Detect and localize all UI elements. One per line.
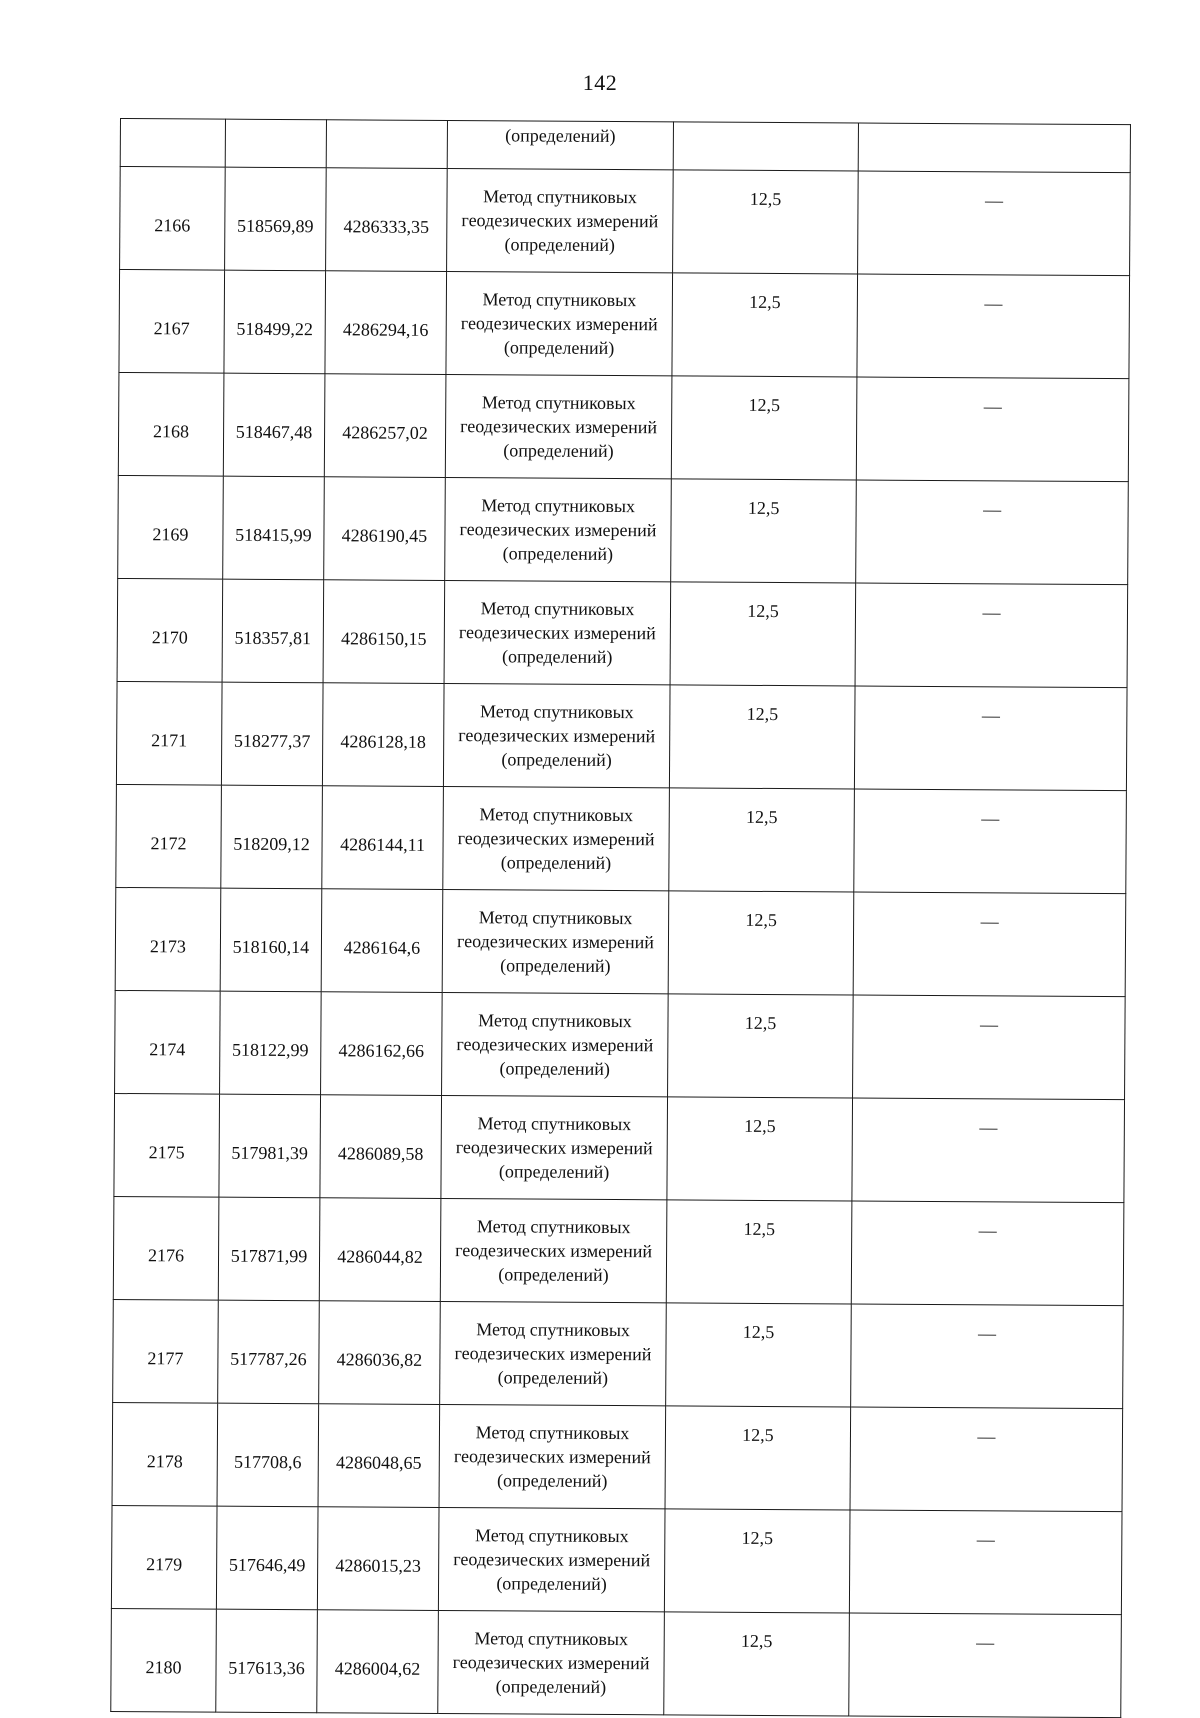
x-coordinate-cell: 518160,14 [220,888,322,992]
method-text-line: геодезических измерений [456,931,654,953]
note-cell: — [856,480,1129,585]
method-text-line: геодезических измерений [460,416,658,438]
note-cell: — [851,1304,1124,1409]
method-text-line: геодезических измерений [453,1549,651,1571]
note-cell: — [854,789,1127,894]
note-cell: — [853,892,1126,997]
note-cell: — [853,995,1126,1100]
method-text-line: геодезических измерений [455,1240,653,1262]
accuracy-cell: 12,5 [666,1200,852,1304]
continuation-row [120,119,1130,173]
accuracy-cell: 12,5 [667,1097,853,1201]
method-text-line: (определений) [495,1676,607,1697]
accuracy-cell: 12,5 [673,170,859,274]
x-coordinate-cell: 518499,22 [224,270,326,374]
method-text-line: Метод спутниковых [481,392,636,414]
method-cell [444,580,671,684]
x-coordinate-cell: 517981,39 [219,1094,321,1198]
y-coordinate-cell: 4286333,35 [326,168,448,272]
method-text-line: (определений) [501,646,613,668]
accuracy-cell: 12,5 [672,273,858,377]
x-coordinate-cell: 518357,81 [222,579,324,683]
method-text-line: Метод спутниковых [474,1525,629,1547]
table-row [111,1608,1122,1717]
y-coordinate-cell: 4286150,15 [323,580,445,684]
y-coordinate-cell: 4286162,66 [321,992,443,1096]
y-coordinate-cell: 4286164,6 [321,889,443,993]
method-text-line: геодезических измерений [456,1034,654,1056]
y-coordinate-cell: 4286004,62 [317,1610,439,1714]
method-text-line: Метод спутниковых [478,1010,632,1032]
method-cell [440,1198,667,1302]
accuracy-cell: 12,5 [670,582,856,686]
method-cell [438,1507,665,1611]
method-text-line: геодезических измерений [459,519,657,541]
x-coordinate-cell: 518209,12 [221,785,323,889]
method-cell [445,477,672,581]
method-text-line: Метод спутниковых [474,1628,629,1650]
method-text-line: геодезических измерений [458,725,656,747]
x-coordinate-cell: 517871,99 [218,1197,320,1301]
method-text-line: (определений) [499,1058,610,1080]
method-text-line: Метод спутниковых [477,1113,632,1135]
method-text-line: геодезических измерений [454,1343,652,1365]
method-text-line: Метод спутниковых [475,1422,630,1444]
method-text-line: (определений) [503,440,614,462]
table-row [111,1505,1122,1614]
note-cell: — [850,1407,1123,1512]
point-number-cell: 2174 [115,990,221,1094]
method-text-line: геодезических измерений [457,828,655,850]
continuation-cell-num [120,119,225,168]
method-cell [442,992,669,1096]
accuracy-cell: 12,5 [671,376,857,480]
continuation-cell-x [225,119,326,168]
table-row [116,681,1127,790]
method-text-line: геодезических измерений [453,1446,651,1468]
x-coordinate-cell: 518122,99 [220,991,322,1095]
method-text-line: (определений) [498,1161,610,1183]
method-text-line: Метод спутниковых [476,1319,631,1341]
x-coordinate-cell: 517646,49 [216,1506,318,1610]
method-text-line: (определений) [504,234,615,256]
accuracy-cell: 12,5 [671,479,857,583]
method-text-line: (определений) [500,955,611,977]
point-number-cell: 2179 [111,1505,217,1609]
table-row [112,1402,1123,1511]
point-number-cell: 2172 [116,784,222,888]
method-cell [439,1404,666,1508]
point-number-cell: 2178 [112,1402,218,1506]
y-coordinate-cell: 4286257,02 [324,374,446,478]
method-text-line: Метод спутниковых [478,907,633,929]
table-row [113,1299,1124,1408]
method-text-line: геодезических измерений [455,1137,653,1159]
method-cell [438,1610,665,1714]
method-text-line: Метод спутниковых [480,598,635,620]
point-number-cell: 2166 [120,167,226,271]
continuation-cell-accuracy [673,122,858,171]
point-number-cell: 2175 [114,1093,220,1197]
table-row [118,372,1129,481]
accuracy-cell: 12,5 [668,994,854,1098]
y-coordinate-cell: 4286190,45 [324,477,446,581]
x-coordinate-cell: 518467,48 [223,373,325,477]
method-text-line: Метод спутниковых [482,289,637,311]
point-number-cell: 2171 [116,681,222,785]
y-coordinate-cell: 4286294,16 [325,271,447,375]
method-text-line: (определений) [501,749,612,771]
note-cell: — [854,686,1127,791]
y-coordinate-cell: 4286128,18 [322,683,444,787]
y-coordinate-cell: 4286036,82 [319,1301,441,1405]
table-row [118,475,1129,584]
y-coordinate-cell: 4286144,11 [322,786,444,890]
accuracy-cell: 12,5 [666,1303,852,1407]
table-row [113,1196,1124,1305]
y-coordinate-cell: 4286048,65 [318,1404,440,1508]
x-coordinate-cell: 517613,36 [216,1609,318,1713]
note-cell: — [849,1613,1122,1718]
point-number-cell: 2169 [118,475,224,579]
method-cell [445,374,672,478]
accuracy-cell: 12,5 [665,1406,851,1510]
method-text-line: геодезических измерений [452,1652,650,1674]
table-row [115,990,1126,1099]
method-cell [442,889,669,993]
point-number-cell: 2176 [113,1196,219,1300]
note-cell: — [849,1510,1122,1615]
method-text-line: Метод спутниковых [481,495,636,517]
method-cell [443,786,670,890]
method-text-line: (определений) [496,1470,608,1492]
method-text-line: Метод спутниковых [476,1216,631,1238]
point-number-cell: 2168 [118,372,224,476]
continuation-cell-method: (определений) [447,121,673,170]
method-text-line: (определений) [503,337,615,359]
method-cell [447,168,674,272]
note-cell: — [851,1201,1124,1306]
page-number: 142 [582,70,618,95]
x-coordinate-cell: 517787,26 [218,1300,320,1404]
point-number-cell: 2170 [117,578,223,682]
table-row [117,578,1128,687]
accuracy-cell: 12,5 [664,1612,850,1716]
y-coordinate-cell: 4286015,23 [317,1507,439,1611]
x-coordinate-cell: 518415,99 [223,476,325,580]
point-number-cell: 2167 [119,270,225,374]
method-text-line: (определений) [497,1367,609,1389]
x-coordinate-cell: 518277,37 [221,682,323,786]
point-number-cell: 2177 [113,1299,219,1403]
x-coordinate-cell: 518569,89 [225,167,327,271]
coordinates-table [110,118,1131,1718]
note-cell: — [856,377,1129,482]
table-row [114,1093,1125,1202]
continuation-cell-note [858,123,1130,173]
x-coordinate-cell: 517708,6 [217,1403,319,1507]
method-text-line: геодезических измерений [461,210,659,232]
table-row [115,887,1126,996]
continuation-cell-y [326,120,447,169]
method-text-line: геодезических измерений [460,313,658,335]
method-text-line: (определений) [498,1264,609,1286]
table-row [120,167,1131,276]
note-cell: — [858,171,1131,276]
method-text-line: геодезических измерений [458,622,656,644]
point-number-cell: 2180 [111,1608,217,1712]
method-cell [441,1095,668,1199]
method-text-line: (определений) [500,852,612,874]
method-text-line: Метод спутниковых [483,186,637,208]
note-cell: — [852,1098,1125,1203]
y-coordinate-cell: 4286089,58 [320,1095,442,1199]
point-number-cell: 2173 [115,887,221,991]
table-row [116,784,1127,893]
table-row [119,270,1130,379]
accuracy-cell: 12,5 [664,1509,850,1613]
note-cell: — [857,274,1130,379]
method-cell [443,683,670,787]
accuracy-cell: 12,5 [669,788,855,892]
method-text-line: Метод спутниковых [479,701,634,723]
y-coordinate-cell: 4286044,82 [319,1198,441,1302]
accuracy-cell: 12,5 [668,891,854,995]
note-cell: — [855,583,1128,688]
method-cell [440,1301,667,1405]
accuracy-cell: 12,5 [669,685,855,789]
method-cell [446,271,673,375]
method-text-line: (определений) [496,1573,607,1595]
method-text-line: Метод спутниковых [479,804,634,826]
method-text-line: (определений) [502,543,614,565]
